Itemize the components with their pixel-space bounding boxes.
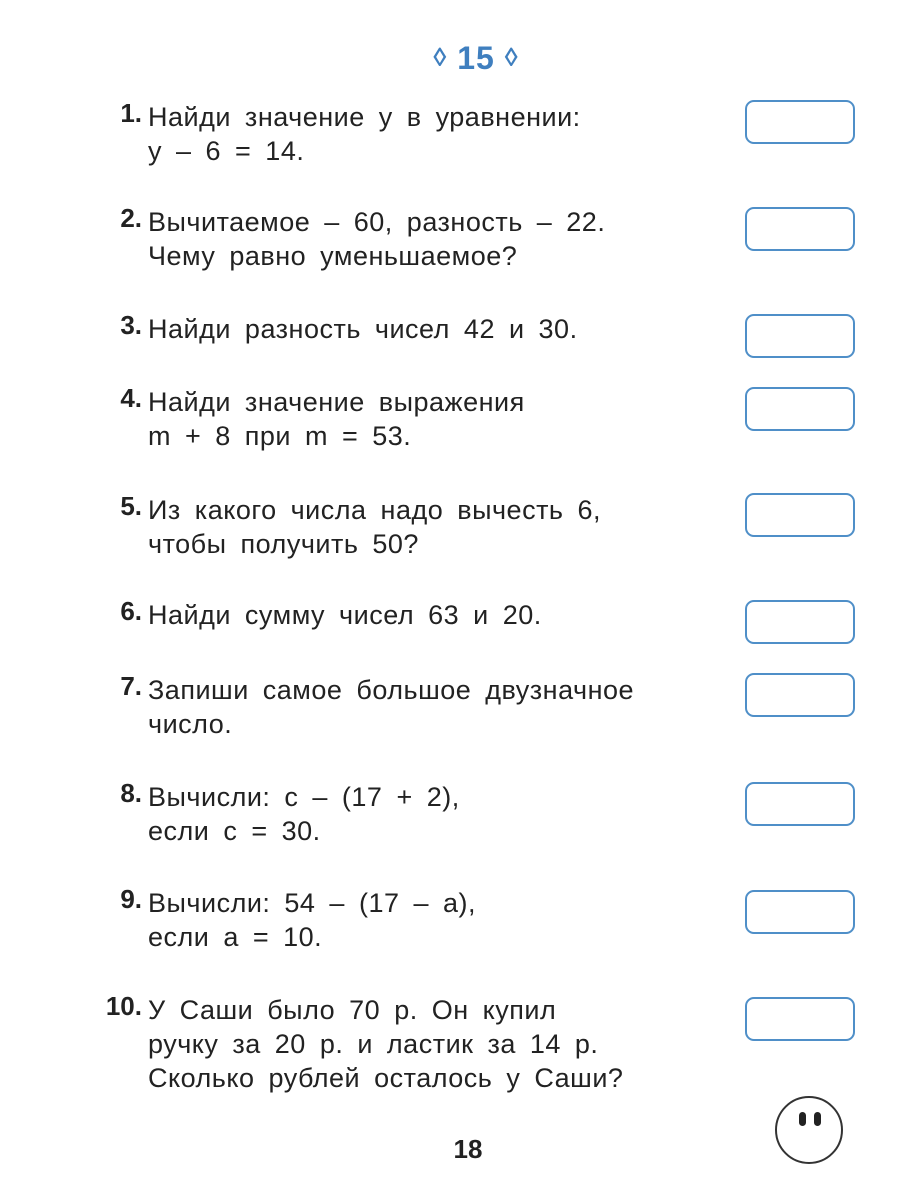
task-line: y – 6 = 14. xyxy=(148,136,305,166)
smiley-eye-right xyxy=(814,1112,821,1126)
task-number: 2. xyxy=(120,203,142,233)
smiley-eye-left xyxy=(799,1112,806,1126)
task-line: Чему равно уменьшаемое? xyxy=(148,241,518,271)
answer-box[interactable] xyxy=(745,782,855,826)
task-number: 5. xyxy=(120,491,142,521)
answer-box[interactable] xyxy=(745,600,855,644)
answer-box[interactable] xyxy=(745,673,855,717)
page-number: 18 xyxy=(453,1134,483,1164)
task-line: Найди разность чисел 42 и 30. xyxy=(148,314,578,344)
task-number: 9. xyxy=(120,884,142,914)
task-number: 1. xyxy=(120,98,142,128)
task-text xyxy=(148,493,708,561)
task-text xyxy=(148,312,708,346)
task-text xyxy=(148,100,708,168)
task-line: если c = 30. xyxy=(148,816,321,846)
task-line: Вычисли: c – (17 + 2), xyxy=(148,782,460,812)
task-line: если a = 10. xyxy=(148,922,323,952)
task-line: Найди значение y в уравнении: xyxy=(148,102,581,132)
task-number: 10. xyxy=(105,991,142,1021)
task-line: чтобы получить 50? xyxy=(148,529,419,559)
answer-box[interactable] xyxy=(745,997,855,1041)
task-number: 4. xyxy=(120,383,142,413)
answer-box[interactable] xyxy=(745,207,855,251)
task-line: Вычитаемое – 60, разность – 22. xyxy=(148,207,606,237)
task-text xyxy=(148,598,708,632)
task-number: 6. xyxy=(120,596,142,626)
task-line: ручку за 20 р. и ластик за 14 р. xyxy=(148,1029,599,1059)
task-line: Найди значение выражения xyxy=(148,387,525,417)
task-line: m + 8 при m = 53. xyxy=(148,421,412,451)
diamond-right-icon: ◊ xyxy=(504,42,519,72)
task-text xyxy=(148,385,708,453)
answer-box[interactable] xyxy=(745,314,855,358)
answer-box[interactable] xyxy=(745,493,855,537)
answer-box[interactable] xyxy=(745,890,855,934)
answer-box[interactable] xyxy=(745,387,855,431)
task-text xyxy=(148,993,708,1095)
diamond-left-icon: ◊ xyxy=(433,42,448,72)
task-number: 7. xyxy=(120,671,142,701)
task-text xyxy=(148,780,708,848)
task-line: У Саши было 70 р. Он купил xyxy=(148,995,557,1025)
task-line: Найди сумму чисел 63 и 20. xyxy=(148,600,542,630)
task-number: 8. xyxy=(120,778,142,808)
task-line: Из какого числа надо вычесть 6, xyxy=(148,495,602,525)
answer-box[interactable] xyxy=(745,100,855,144)
worksheet-number: 15 xyxy=(457,40,495,76)
task-text xyxy=(148,673,708,741)
task-text xyxy=(148,886,708,954)
task-line: число. xyxy=(148,709,233,739)
task-line: Запиши самое большое двузначное xyxy=(148,675,635,705)
task-text xyxy=(148,205,708,273)
task-line: Сколько рублей осталось у Саши? xyxy=(148,1063,624,1093)
task-line: Вычисли: 54 – (17 – a), xyxy=(148,888,477,918)
worksheet-header xyxy=(0,40,900,77)
task-number: 3. xyxy=(120,310,142,340)
